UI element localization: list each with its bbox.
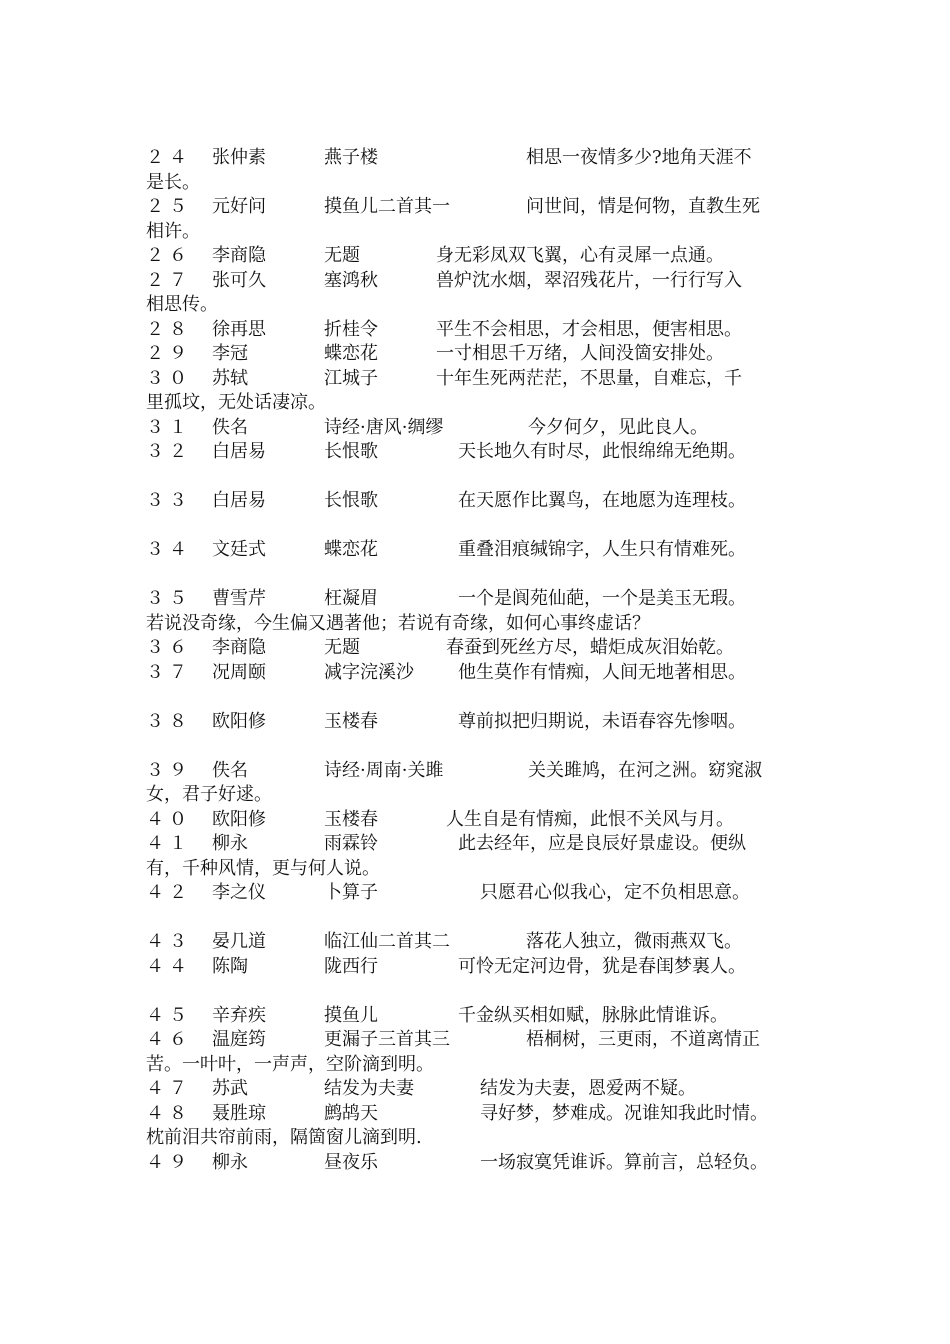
poem-entry [146, 1028, 816, 1077]
entry-number: ３２ [146, 441, 192, 462]
entry-title: 江城子 [324, 367, 378, 389]
entry-title: 结发为夫妻 [324, 1078, 414, 1099]
entry-number: ４０ [146, 808, 192, 830]
entry-title: 诗经·周南·关雎 [324, 759, 444, 781]
entry-quote: 人生自是有情痴，此恨不关风与月。 [446, 808, 734, 830]
poem-entry [146, 244, 816, 269]
poem-entry [146, 832, 816, 881]
entry-quote: 平生不会相思，才会相思，便害相思。 [436, 318, 742, 340]
entry-number: ２５ [146, 196, 192, 217]
entry-author: 欧阳修 [212, 710, 266, 732]
entry-quote-continuation: 苦。一叶叶，一声声，空阶滴到明。 [146, 1053, 434, 1075]
entry-quote-continuation: 若说没奇缘，今生偏又遇著他；若说有奇缘，如何心事终虚话？ [146, 612, 650, 634]
entry-quote: 重叠泪痕缄锦字，人生只有情难死。 [458, 539, 746, 560]
entry-number: ４５ [146, 1004, 192, 1026]
entry-quote: 今夕何夕，见此良人。 [528, 416, 708, 438]
entry-title: 枉凝眉 [324, 588, 378, 609]
entry-number: ４９ [146, 1151, 192, 1173]
poem-entry [146, 1077, 816, 1102]
entry-number: ４８ [146, 1102, 192, 1124]
entry-number: ３０ [146, 367, 192, 389]
entry-author: 苏武 [212, 1078, 248, 1099]
entry-title: 折桂令 [324, 318, 378, 340]
entry-number: ４２ [146, 882, 192, 903]
entry-quote-continuation: 里孤坟，无处话凄凉。 [146, 392, 326, 413]
entry-author: 柳永 [212, 1151, 248, 1173]
entry-author: 徐再思 [212, 318, 266, 340]
entry-title: 塞鸿秋 [324, 269, 378, 291]
poem-entry [146, 710, 816, 735]
poem-entry [146, 759, 816, 808]
entry-number: ３３ [146, 490, 192, 511]
entry-title: 玉楼春 [324, 710, 378, 732]
poem-entry [146, 416, 816, 441]
poem-entry [146, 808, 816, 833]
poem-entry [146, 318, 816, 343]
entry-author: 白居易 [212, 490, 266, 511]
poem-entry [146, 930, 816, 955]
entry-quote-continuation: 有，千种风情，更与何人说。 [146, 857, 380, 879]
entry-quote: 落花人独立，微雨燕双飞。 [526, 931, 742, 952]
entry-quote: 可怜无定河边骨，犹是春闺梦裏人。 [458, 955, 746, 977]
entry-title: 长恨歌 [324, 441, 378, 462]
entry-title: 鹧鸪天 [324, 1102, 378, 1124]
entry-quote-continuation: 枕前泪共帘前雨，隔箇窗儿滴到明. [146, 1127, 422, 1148]
entry-author: 曹雪芹 [212, 588, 266, 609]
entry-title: 摸鱼儿二首其一 [324, 196, 450, 217]
entry-quote: 他生莫作有情痴，人间无地著相思。 [458, 661, 746, 683]
entry-title: 长恨歌 [324, 490, 378, 511]
entry-quote: 一寸相思千万绪，人间没箇安排处。 [436, 343, 724, 364]
entry-title: 蝶恋花 [324, 539, 378, 560]
entry-author: 元好问 [212, 196, 266, 217]
entry-author: 欧阳修 [212, 808, 266, 830]
poem-entry [146, 538, 816, 563]
poem-entry [146, 955, 816, 980]
entry-title: 无题 [324, 245, 360, 266]
entry-title: 雨霖铃 [324, 833, 378, 854]
entry-number: ４６ [146, 1029, 192, 1050]
entry-author: 佚名 [212, 759, 248, 781]
entry-title: 摸鱼儿 [324, 1004, 378, 1026]
poem-entry [146, 269, 816, 318]
entry-number: ２７ [146, 269, 192, 291]
poem-entry [146, 195, 816, 244]
entry-author: 白居易 [212, 441, 266, 462]
poem-entry [146, 1004, 816, 1029]
document-body [146, 146, 816, 1175]
entry-title: 更漏子三首其三 [324, 1029, 450, 1050]
entry-title: 卜算子 [324, 882, 378, 903]
entry-title: 临江仙二首其二 [324, 931, 450, 952]
entry-number: ４７ [146, 1078, 192, 1099]
poem-entry [146, 1102, 816, 1151]
entry-title: 诗经·唐风·绸缪 [324, 416, 444, 438]
poem-entry [146, 661, 816, 686]
entry-number: ３６ [146, 637, 192, 658]
entry-author: 况周颐 [212, 661, 266, 683]
entry-author: 苏轼 [212, 367, 248, 389]
entry-author: 陈陶 [212, 955, 248, 977]
entry-number: ３７ [146, 661, 192, 683]
entry-quote-continuation: 相思传。 [146, 294, 218, 315]
poem-entry [146, 342, 816, 367]
entry-author: 晏几道 [212, 931, 266, 952]
entry-author: 李商隐 [212, 637, 266, 658]
entry-number: ３１ [146, 416, 192, 438]
entry-number: ２６ [146, 245, 192, 266]
entry-number: ３９ [146, 759, 192, 781]
entry-title: 昼夜乐 [324, 1151, 378, 1173]
entry-quote: 身无彩凤双飞翼，心有灵犀一点通。 [436, 245, 724, 266]
entry-number: ２８ [146, 318, 192, 340]
entry-author: 文廷式 [212, 539, 266, 560]
poem-entry [146, 1151, 816, 1176]
entry-quote: 关关雎鸠，在河之洲。窈窕淑 [528, 759, 762, 781]
entry-quote-continuation: 相许。 [146, 220, 200, 242]
entry-quote: 梧桐树，三更雨，不道离情正 [526, 1029, 760, 1050]
poem-entry [146, 881, 816, 906]
entry-author: 张仲素 [212, 147, 266, 168]
entry-quote: 尊前拟把归期说，未语春容先惨咽。 [458, 710, 746, 732]
entry-author: 李商隐 [212, 245, 266, 266]
entry-number: ４１ [146, 833, 192, 854]
entry-quote: 此去经年，应是良辰好景虚设。便纵 [458, 833, 746, 854]
entry-quote: 春蚕到死丝方尽，蜡炬成灰泪始乾。 [446, 637, 734, 658]
entry-author: 李之仪 [212, 882, 266, 903]
entry-title: 玉楼春 [324, 808, 378, 830]
entry-quote: 千金纵买相如赋，脉脉此情谁诉。 [458, 1004, 728, 1026]
entry-quote: 一个是阆苑仙葩，一个是美玉无瑕。 [458, 588, 746, 609]
entry-quote: 天长地久有时尽，此恨绵绵无绝期。 [458, 441, 746, 462]
entry-number: ３５ [146, 588, 192, 609]
entry-title: 减字浣溪沙 [324, 661, 414, 683]
poem-entry [146, 367, 816, 416]
poem-entry [146, 146, 816, 195]
entry-quote: 结发为夫妻，恩爱两不疑。 [480, 1078, 696, 1099]
entry-title: 陇西行 [324, 955, 378, 977]
entry-author: 张可久 [212, 269, 266, 291]
entry-quote: 兽炉沈水烟，翠沼残花片，一行行写入 [436, 269, 742, 291]
entry-author: 辛弃疾 [212, 1004, 266, 1026]
poem-entry [146, 636, 816, 661]
entry-number: ４４ [146, 955, 192, 977]
entry-quote: 十年生死两茫茫，不思量，自难忘，千 [436, 367, 742, 389]
entry-quote-continuation: 女，君子好逑。 [146, 784, 272, 805]
entry-quote: 在天愿作比翼鸟，在地愿为连理枝。 [458, 490, 746, 511]
entry-number: ２４ [146, 147, 192, 168]
entry-title: 燕子楼 [324, 147, 378, 168]
entry-quote-continuation: 是长。 [146, 171, 200, 193]
entry-number: ３４ [146, 539, 192, 560]
entry-author: 聂胜琼 [212, 1102, 266, 1124]
entry-title: 蝶恋花 [324, 343, 378, 364]
entry-title: 无题 [324, 637, 360, 658]
poem-entry [146, 440, 816, 465]
poem-entry [146, 489, 816, 514]
entry-quote: 一场寂寞凭谁诉。算前言，总轻负。 [480, 1151, 768, 1173]
entry-number: ３８ [146, 710, 192, 732]
entry-quote: 只愿君心似我心，定不负相思意。 [480, 882, 750, 903]
entry-author: 佚名 [212, 416, 248, 438]
entry-number: ４３ [146, 931, 192, 952]
entry-author: 李冠 [212, 343, 248, 364]
entry-quote: 问世间，情是何物，直教生死 [526, 196, 760, 217]
entry-author: 温庭筠 [212, 1029, 266, 1050]
entry-quote: 相思一夜情多少?地角天涯不 [526, 147, 752, 168]
poem-entry [146, 587, 816, 636]
entry-quote: 寻好梦，梦难成。况谁知我此时情。 [480, 1102, 768, 1124]
entry-author: 柳永 [212, 833, 248, 854]
entry-number: ２９ [146, 343, 192, 364]
